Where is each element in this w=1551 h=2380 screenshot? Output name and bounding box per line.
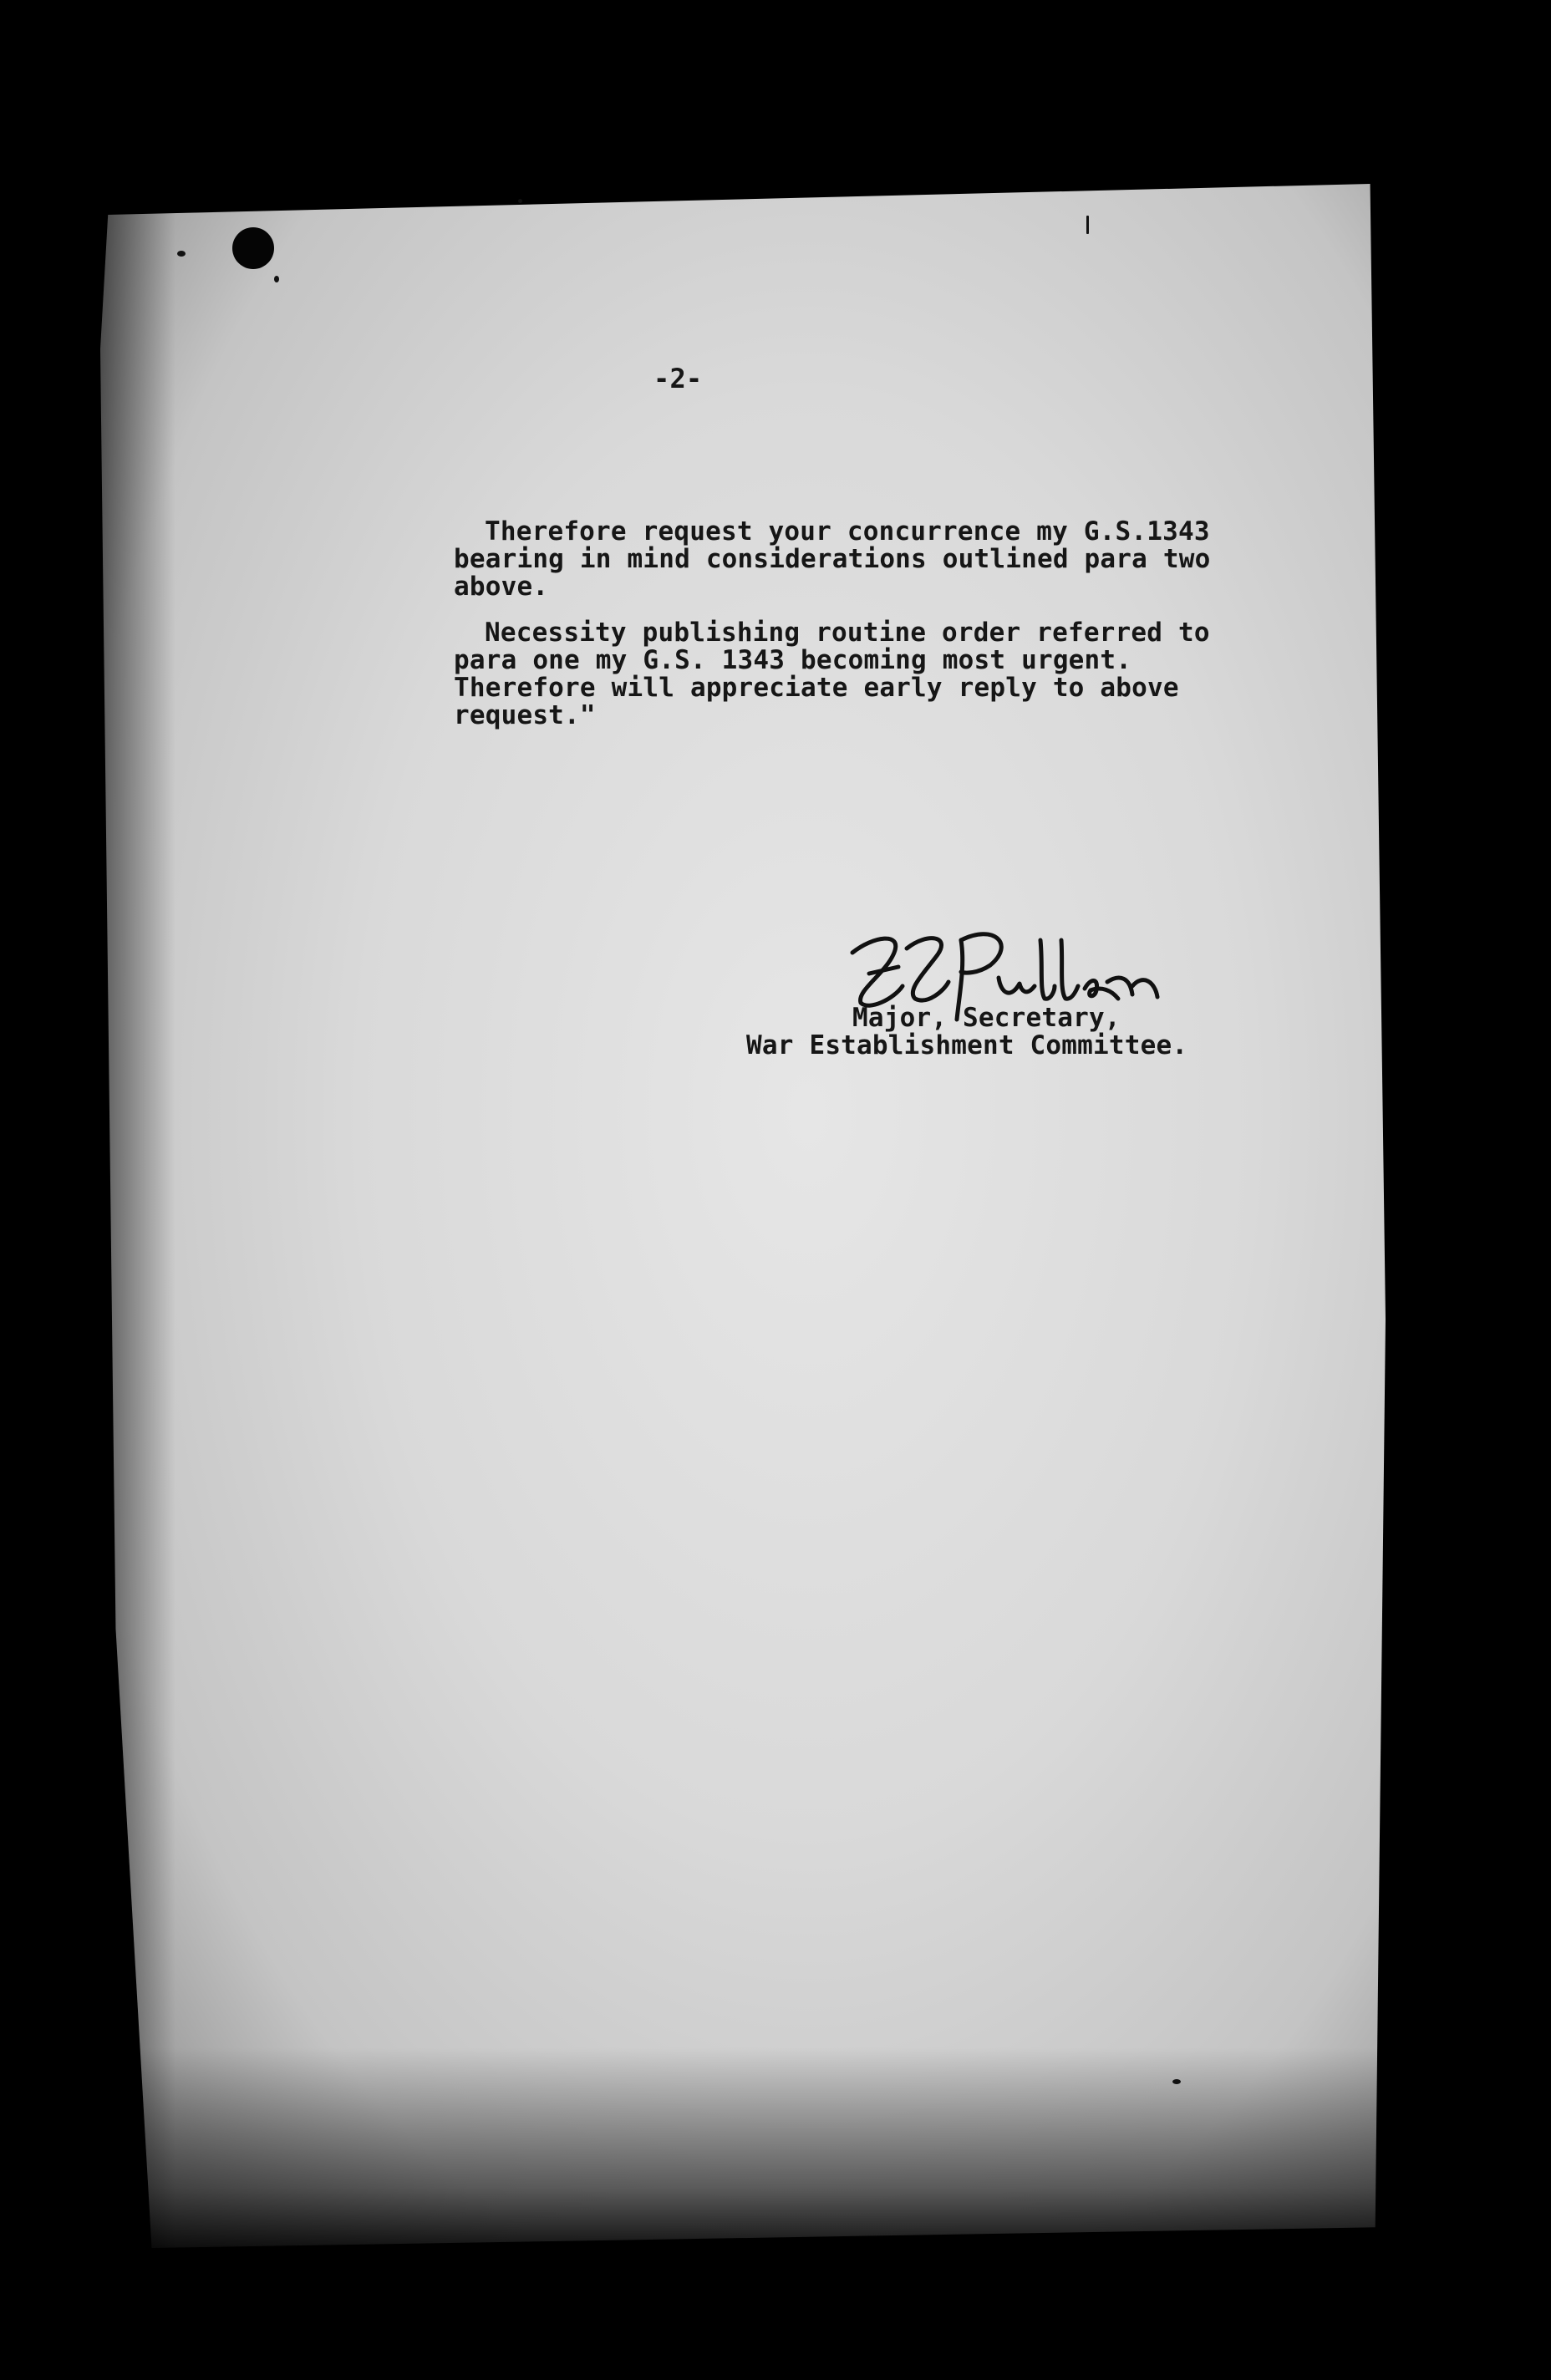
signature-organization: War Establishment Committee. [746,1030,1188,1060]
text-line: Therefore will appreciate early reply to above [454,673,1179,703]
ink-speck [274,276,279,282]
ink-speck [177,251,186,257]
ink-speck [1172,2079,1181,2084]
ink-speck [518,199,522,203]
paper-sheet [100,184,1386,2248]
ink-speck [1086,216,1089,234]
paper-bottom-shadow [100,2047,1386,2248]
text-line: above. [454,572,549,602]
text-line: Therefore request your concurrence my G.S.1343 [485,516,1210,547]
signature-rank: Major, Secretary, [852,1003,1121,1033]
punch-hole [232,227,274,269]
text-line: bearing in mind considerations outlined para two [454,544,1211,574]
paper-edge-shadow [100,184,175,2248]
text-line: para one my G.S. 1343 becoming most urgent. [454,645,1132,675]
text-line: request." [454,700,596,730]
page-number: -2- [653,363,703,394]
text-line: Necessity publishing routine order referred to [485,618,1210,648]
